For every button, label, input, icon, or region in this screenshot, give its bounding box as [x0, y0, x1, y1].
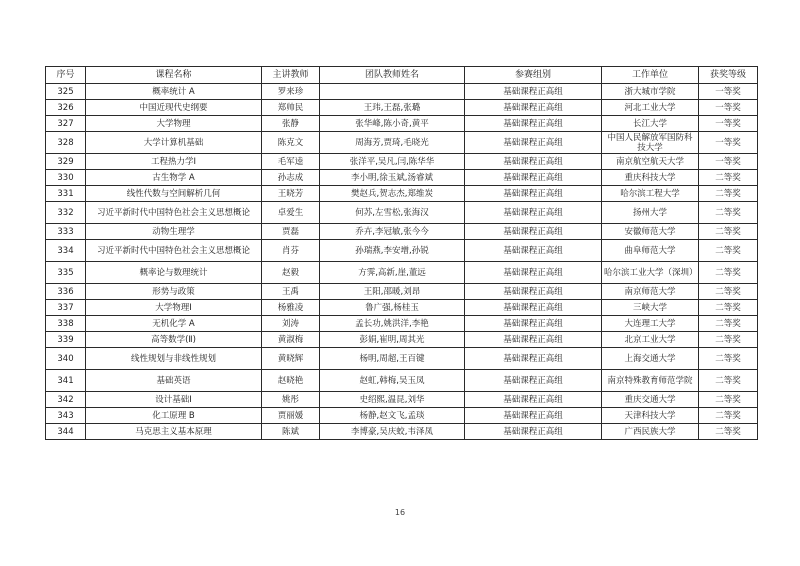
cell-number: 340 [46, 348, 86, 370]
cell-course: 古生物学 A [86, 170, 262, 186]
cell-award: 二等奖 [699, 240, 758, 262]
cell-number: 338 [46, 316, 86, 332]
cell-team: 李小明,徐玉斌,汤睿斌 [320, 170, 465, 186]
cell-number: 331 [46, 186, 86, 202]
cell-award: 二等奖 [699, 392, 758, 408]
column-header-team: 团队教师姓名 [320, 67, 465, 84]
table-row [46, 240, 758, 262]
cell-group: 基础课程正高组 [465, 408, 602, 424]
cell-team: 鲁广强,杨桂玉 [320, 300, 465, 316]
cell-team: 史绍熙,温昆,刘华 [320, 392, 465, 408]
cell-group: 基础课程正高组 [465, 132, 602, 154]
cell-course: 高等数学(Ⅱ) [86, 332, 262, 348]
cell-award: 二等奖 [699, 408, 758, 424]
table-row [46, 316, 758, 332]
table-row [46, 370, 758, 392]
cell-course: 大学物理Ⅰ [86, 300, 262, 316]
cell-team: 樊赵兵,贺志杰,郑维炭 [320, 186, 465, 202]
cell-teacher: 贾磊 [262, 224, 320, 240]
cell-award: 一等奖 [699, 154, 758, 170]
cell-team: 王阳,邵暖,刘昂 [320, 284, 465, 300]
cell-number: 326 [46, 100, 86, 116]
cell-unit: 重庆交通大学 [602, 392, 699, 408]
cell-group: 基础课程正高组 [465, 202, 602, 224]
cell-group: 基础课程正高组 [465, 186, 602, 202]
cell-group: 基础课程正高组 [465, 100, 602, 116]
cell-team: 杨明,周超,王百键 [320, 348, 465, 370]
cell-team: 乔卉,李冠敏,张今今 [320, 224, 465, 240]
table-row [46, 202, 758, 224]
table-row [46, 154, 758, 170]
table-row [46, 170, 758, 186]
cell-group: 基础课程正高组 [465, 84, 602, 100]
table-row [46, 116, 758, 132]
cell-course: 习近平新时代中国特色社会主义思想概论 [86, 240, 262, 262]
cell-teacher: 赵毅 [262, 262, 320, 284]
table-row [46, 224, 758, 240]
cell-number: 339 [46, 332, 86, 348]
cell-award: 二等奖 [699, 316, 758, 332]
awards-table [45, 66, 758, 440]
column-header-teacher: 主讲教师 [262, 67, 320, 84]
cell-group: 基础课程正高组 [465, 284, 602, 300]
cell-number: 328 [46, 132, 86, 154]
cell-course: 工程热力学Ⅰ [86, 154, 262, 170]
cell-course: 动物生理学 [86, 224, 262, 240]
cell-team [320, 84, 465, 100]
cell-unit: 中国人民解放军国防科技大学 [602, 132, 699, 154]
cell-award: 二等奖 [699, 186, 758, 202]
table-row [46, 300, 758, 316]
table-row [46, 132, 758, 154]
cell-award: 二等奖 [699, 224, 758, 240]
cell-teacher: 姚彤 [262, 392, 320, 408]
cell-teacher: 贾丽媛 [262, 408, 320, 424]
cell-unit: 三峡大学 [602, 300, 699, 316]
cell-award: 二等奖 [699, 262, 758, 284]
table-row [46, 424, 758, 440]
cell-teacher: 毛军逵 [262, 154, 320, 170]
cell-team: 方霁,高新,崖,董远 [320, 262, 465, 284]
cell-group: 基础课程正高组 [465, 116, 602, 132]
cell-unit: 浙大城市学院 [602, 84, 699, 100]
cell-unit: 天津科技大学 [602, 408, 699, 424]
cell-group: 基础课程正高组 [465, 316, 602, 332]
table-row [46, 262, 758, 284]
column-header-number: 序号 [46, 67, 86, 84]
page-number: 16 [394, 508, 406, 517]
cell-group: 基础课程正高组 [465, 332, 602, 348]
cell-course: 中国近现代史纲要 [86, 100, 262, 116]
cell-number: 329 [46, 154, 86, 170]
cell-team: 何苏,左雪松,张海汉 [320, 202, 465, 224]
cell-award: 二等奖 [699, 332, 758, 348]
cell-award: 二等奖 [699, 170, 758, 186]
cell-number: 327 [46, 116, 86, 132]
cell-group: 基础课程正高组 [465, 348, 602, 370]
cell-group: 基础课程正高组 [465, 262, 602, 284]
cell-team: 杨静,赵文飞,孟琰 [320, 408, 465, 424]
column-header-unit: 工作单位 [602, 67, 699, 84]
cell-teacher: 陈斌 [262, 424, 320, 440]
cell-group: 基础课程正高组 [465, 154, 602, 170]
cell-team: 李博豪,吴庆蛟,韦泽凤 [320, 424, 465, 440]
cell-team: 周海芳,贾琦,毛晓光 [320, 132, 465, 154]
cell-teacher: 赵晓艳 [262, 370, 320, 392]
cell-unit: 大连理工大学 [602, 316, 699, 332]
cell-unit: 南京师范大学 [602, 284, 699, 300]
cell-team: 孙瑞燕,李安增,孙锐 [320, 240, 465, 262]
cell-teacher: 罗来珍 [262, 84, 320, 100]
cell-team: 张洋平,吴凡,闫,陈华华 [320, 154, 465, 170]
cell-unit: 哈尔滨工业大学（深圳） [602, 262, 699, 284]
cell-unit: 长江大学 [602, 116, 699, 132]
cell-course: 设计基础Ⅰ [86, 392, 262, 408]
table-row [46, 332, 758, 348]
cell-course: 概率论与数理统计 [86, 262, 262, 284]
cell-award: 二等奖 [699, 348, 758, 370]
cell-number: 332 [46, 202, 86, 224]
cell-group: 基础课程正高组 [465, 170, 602, 186]
table-row [46, 392, 758, 408]
cell-teacher: 张静 [262, 116, 320, 132]
cell-course: 线性代数与空间解析几何 [86, 186, 262, 202]
cell-number: 335 [46, 262, 86, 284]
table-row [46, 186, 758, 202]
cell-course: 无机化学 A [86, 316, 262, 332]
cell-group: 基础课程正高组 [465, 424, 602, 440]
cell-number: 333 [46, 224, 86, 240]
cell-unit: 扬州大学 [602, 202, 699, 224]
cell-award: 二等奖 [699, 370, 758, 392]
cell-unit: 曲阜师范大学 [602, 240, 699, 262]
cell-unit: 南京特殊教育师范学院 [602, 370, 699, 392]
table-row [46, 100, 758, 116]
cell-unit: 哈尔滨工程大学 [602, 186, 699, 202]
cell-group: 基础课程正高组 [465, 224, 602, 240]
cell-award: 一等奖 [699, 100, 758, 116]
cell-award: 二等奖 [699, 284, 758, 300]
cell-number: 343 [46, 408, 86, 424]
cell-unit: 河北工业大学 [602, 100, 699, 116]
cell-number: 334 [46, 240, 86, 262]
cell-unit: 北京工业大学 [602, 332, 699, 348]
column-header-group: 参赛组别 [465, 67, 602, 84]
cell-teacher: 刘涛 [262, 316, 320, 332]
cell-course: 大学计算机基础 [86, 132, 262, 154]
cell-unit: 南京航空航天大学 [602, 154, 699, 170]
cell-team: 赵虹,韩梅,吴玉凤 [320, 370, 465, 392]
cell-teacher: 黄淑梅 [262, 332, 320, 348]
table-row [46, 348, 758, 370]
cell-team: 王玮,王磊,张璐 [320, 100, 465, 116]
cell-award: 一等奖 [699, 116, 758, 132]
cell-course: 习近平新时代中国特色社会主义思想概论 [86, 202, 262, 224]
cell-number: 325 [46, 84, 86, 100]
cell-course: 基础英语 [86, 370, 262, 392]
table-row [46, 408, 758, 424]
cell-course: 马克思主义基本原理 [86, 424, 262, 440]
cell-group: 基础课程正高组 [465, 370, 602, 392]
cell-number: 336 [46, 284, 86, 300]
cell-teacher: 肖芬 [262, 240, 320, 262]
cell-course: 大学物理 [86, 116, 262, 132]
cell-unit: 上海交通大学 [602, 348, 699, 370]
header-row [46, 67, 758, 84]
cell-number: 330 [46, 170, 86, 186]
cell-number: 337 [46, 300, 86, 316]
cell-team: 彭娟,崔明,周其光 [320, 332, 465, 348]
cell-unit: 广西民族大学 [602, 424, 699, 440]
cell-teacher: 王晓芳 [262, 186, 320, 202]
cell-course: 概率统计 A [86, 84, 262, 100]
cell-teacher: 孙志成 [262, 170, 320, 186]
cell-group: 基础课程正高组 [465, 300, 602, 316]
cell-number: 341 [46, 370, 86, 392]
cell-award: 一等奖 [699, 132, 758, 154]
cell-teacher: 黄晓辉 [262, 348, 320, 370]
cell-course: 线性规划与非线性规划 [86, 348, 262, 370]
cell-number: 344 [46, 424, 86, 440]
cell-group: 基础课程正高组 [465, 240, 602, 262]
cell-course: 化工原理 B [86, 408, 262, 424]
table-row [46, 284, 758, 300]
cell-unit: 重庆科技大学 [602, 170, 699, 186]
cell-team: 张华峰,陈小奇,黄平 [320, 116, 465, 132]
cell-award: 二等奖 [699, 300, 758, 316]
cell-course: 形势与政策 [86, 284, 262, 300]
cell-teacher: 郑帅民 [262, 100, 320, 116]
cell-group: 基础课程正高组 [465, 392, 602, 408]
cell-teacher: 卓爱生 [262, 202, 320, 224]
column-header-award: 获奖等级 [699, 67, 758, 84]
cell-team: 孟长功,姚洪洋,李艳 [320, 316, 465, 332]
cell-award: 一等奖 [699, 84, 758, 100]
cell-number: 342 [46, 392, 86, 408]
cell-teacher: 杨雅凌 [262, 300, 320, 316]
cell-unit: 安徽师范大学 [602, 224, 699, 240]
table-row [46, 84, 758, 100]
cell-award: 二等奖 [699, 424, 758, 440]
cell-teacher: 王禹 [262, 284, 320, 300]
cell-teacher: 陈克文 [262, 132, 320, 154]
cell-award: 二等奖 [699, 202, 758, 224]
column-header-course: 课程名称 [86, 67, 262, 84]
